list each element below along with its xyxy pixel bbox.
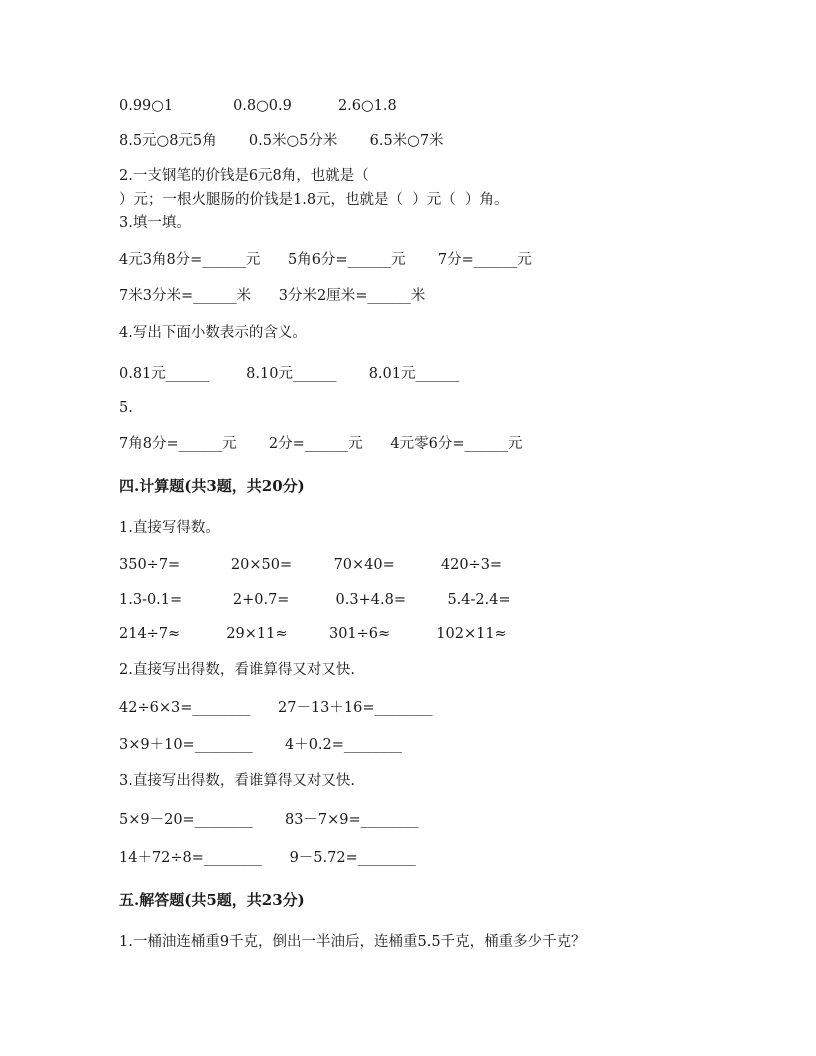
- question-3-row-2: 7米3分米=______米 3分米2厘米=______米: [119, 288, 426, 304]
- calc-1-row-2: 1.3-0.1= 2+0.7= 0.3+4.8= 5.4-2.4=: [119, 592, 511, 608]
- calc-3-row-1: 5×9－20=________ 83－7×9=________: [119, 812, 419, 828]
- calc-1-title: 1.直接写得数。: [119, 520, 220, 536]
- question-2-line-2: ）元；一根火腿肠的价钱是1.8元，也就是（ ）元（ ）角。: [119, 192, 509, 208]
- section-5-heading: 五.解答题(共5题，共23分): [119, 891, 305, 909]
- calc-1-row-3: 214÷7≈ 29×11≈ 301÷6≈ 102×11≈: [119, 626, 507, 642]
- question-3-row-1: 4元3角8分=______元 5角6分=______元 7分=______元: [119, 252, 532, 268]
- calc-1-row-1: 350÷7= 20×50= 70×40= 420÷3=: [119, 557, 503, 573]
- question-4-row: 0.81元______ 8.10元______ 8.01元______: [119, 366, 459, 382]
- calc-2-row-1: 42÷6×3=________ 27－13＋16=________: [119, 700, 433, 716]
- calc-3-row-2: 14＋72÷8=________ 9－5.72=________: [119, 850, 416, 866]
- question-5-row: 7角8分=______元 2分=______元 4元零6分=______元: [119, 436, 523, 452]
- question-5-title: 5.: [119, 400, 133, 416]
- compare-row-2: 8.5元○8元5角 0.5米○5分米 6.5米○7米: [119, 133, 444, 149]
- section-4-heading: 四.计算题(共3题，共20分): [119, 477, 305, 495]
- question-2-line-1: 2.一支钢笔的价钱是6元8角，也就是（: [119, 168, 369, 184]
- question-3-title: 3.填一填。: [119, 215, 191, 231]
- answer-1-question: 1.一桶油连桶重9千克，倒出一半油后，连桶重5.5千克，桶重多少千克？: [119, 934, 586, 950]
- calc-2-row-2: 3×9＋10=________ 4＋0.2=________: [119, 737, 402, 753]
- compare-row-1: 0.99○1 0.8○0.9 2.6○1.8: [119, 98, 397, 114]
- question-4-title: 4.写出下面小数表示的含义。: [119, 325, 307, 341]
- calc-3-title: 3.直接写出得数，看谁算得又对又快.: [119, 773, 355, 789]
- calc-2-title: 2.直接写出得数，看谁算得又对又快.: [119, 662, 355, 678]
